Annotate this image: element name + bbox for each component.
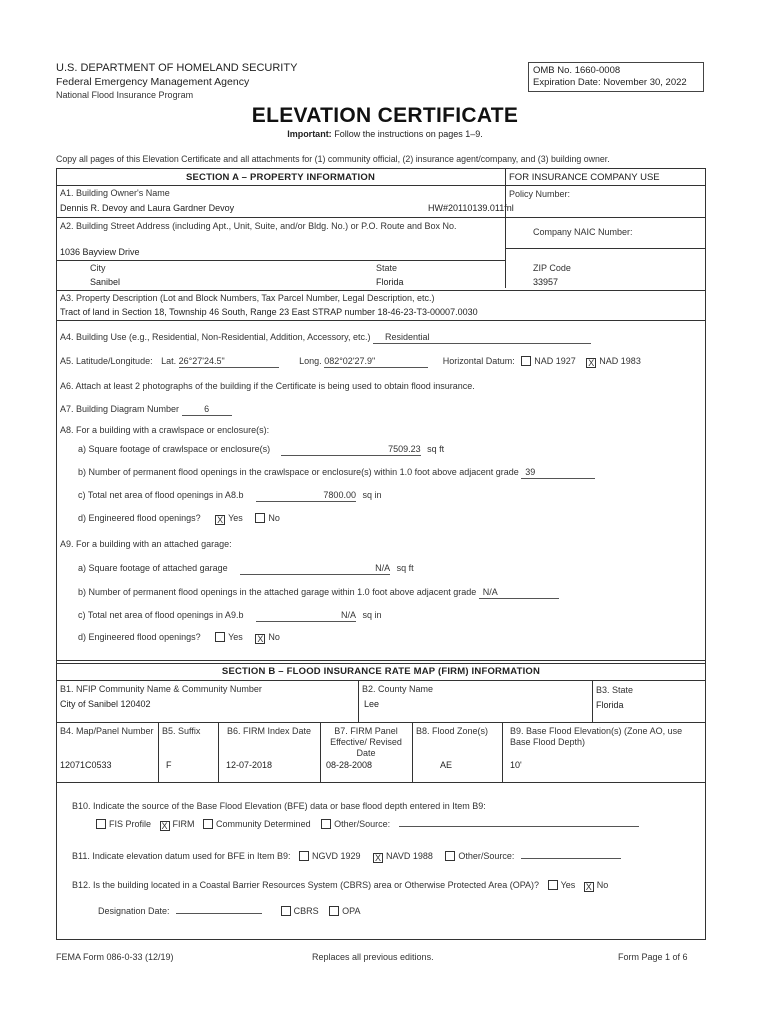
a9d-no-checkbox[interactable]: X <box>257 634 264 644</box>
b10-fis-checkbox[interactable] <box>96 819 106 829</box>
b8-flood-zone[interactable]: AE <box>440 760 453 770</box>
important-text: Follow the instructions on pages 1–9. <box>334 129 483 139</box>
a7-row <box>60 404 232 416</box>
a9c-unit: sq in <box>362 610 382 620</box>
a8c-unit: sq in <box>362 490 382 500</box>
zip-value[interactable]: 33957 <box>533 277 559 287</box>
a5-label: A5. Latitude/Longitude: <box>60 356 153 366</box>
b12-no-checkbox[interactable]: X <box>585 882 592 892</box>
a8b-label: b) Number of permanent flood openings in the crawlspace or enclosure(s) within 1.0 foot above adjacent grade <box>78 467 519 477</box>
b10-label: B10. Indicate the source of the Base Flood Elevation (BFE) data or base flood depth entered in Item B9: <box>72 801 486 811</box>
a8c-label: c) Total net area of flood openings in A8.b <box>78 490 244 500</box>
copy-note: Copy all pages of this Elevation Certificate and all attachments for (1) community official, (2) insurance agent/company, and (3) building owner. <box>56 154 610 164</box>
department-name: U.S. DEPARTMENT OF HOMELAND SECURITY <box>56 62 298 74</box>
section-b-heading: SECTION B – FLOOD INSURANCE RATE MAP (FIRM) INFORMATION <box>221 666 541 677</box>
a9d-yes-checkbox[interactable] <box>215 632 225 642</box>
a5-nad1927-label: NAD 1927 <box>534 356 576 366</box>
a8c-row <box>78 490 382 502</box>
a7-diagram-number[interactable]: 6 <box>182 404 232 416</box>
a9-label: A9. For a building with an attached garage: <box>60 539 232 549</box>
a8-label: A8. For a building with a crawlspace or enclosure(s): <box>60 425 270 435</box>
a9a-label: a) Square footage of attached garage <box>78 563 228 573</box>
a9d-label: d) Engineered flood openings? <box>78 632 201 642</box>
a8d-label: d) Engineered flood openings? <box>78 513 201 523</box>
a5-long-label: Long. <box>299 356 322 366</box>
a9a-unit: sq ft <box>396 563 414 573</box>
b12-cbrs-label: CBRS <box>293 906 319 916</box>
a7-label: A7. Building Diagram Number <box>60 404 180 414</box>
a9a-garage-sqft[interactable]: N/A <box>240 563 390 575</box>
b3-label: B3. State <box>596 685 634 695</box>
b11-navd-label: NAVD 1988 <box>386 851 433 861</box>
b10-other-checkbox[interactable] <box>321 819 331 829</box>
a8c-net-area[interactable]: 7800.00 <box>256 490 356 502</box>
a3-label: A3. Property Description (Lot and Block Numbers, Tax Parcel Number, Legal Description, etc.) <box>60 293 435 303</box>
a5-latitude[interactable]: 26°27'24.5" <box>179 356 279 368</box>
a8a-row <box>78 444 444 456</box>
b10-community-checkbox[interactable] <box>203 819 213 829</box>
b6-firm-index-date[interactable]: 12-07-2018 <box>226 760 273 770</box>
b9-base-flood-elevation[interactable]: 10' <box>510 760 522 770</box>
city-value[interactable]: Sanibel <box>90 277 121 287</box>
a5-datum-label: Horizontal Datum: <box>442 356 515 366</box>
program-name: National Flood Insurance Program <box>56 90 194 100</box>
a1-reference: HW#20110139.011fnl <box>428 203 514 213</box>
a9c-label: c) Total net area of flood openings in A9.b <box>78 610 244 620</box>
a8d-row <box>78 513 280 525</box>
b6-label: B6. FIRM Index Date <box>226 726 312 736</box>
agency-name: Federal Emergency Management Agency <box>56 76 250 88</box>
b12-label: B12. Is the building located in a Coastal Barrier Resources System (CBRS) area or Otherwise Protected Area (OPA)? <box>72 880 540 890</box>
b3-state[interactable]: Florida <box>596 700 624 710</box>
a8b-row <box>78 467 595 479</box>
a4-row <box>60 332 591 344</box>
b11-label: B11. Indicate elevation datum used for BFE in Item B9: <box>72 851 291 861</box>
b1-label: B1. NFIP Community Name & Community Number <box>60 684 262 694</box>
b7-label: B7. FIRM Panel Effective/ Revised Date <box>330 726 402 758</box>
b12-designation-row <box>98 904 360 917</box>
b10-other-source-input[interactable] <box>399 817 639 827</box>
a5-nad1983-label: NAD 1983 <box>599 356 641 366</box>
b2-label: B2. County Name <box>362 684 434 694</box>
zip-label: ZIP Code <box>533 263 571 273</box>
expiration-date: Expiration Date: November 30, 2022 <box>533 77 687 88</box>
a3-property-description[interactable]: Tract of land in Section 18, Township 46 South, Range 23 East STRAP number 18-46-23-T3-00007.0030 <box>60 307 478 317</box>
a9b-openings-count[interactable]: N/A <box>479 587 559 599</box>
a9d-no-label: No <box>268 632 280 642</box>
a1-label: A1. Building Owner's Name <box>60 188 170 198</box>
a9d-row <box>78 632 280 644</box>
a8a-crawlspace-sqft[interactable]: 7509.23 <box>281 444 421 456</box>
b4-label: B4. Map/Panel Number <box>60 726 154 736</box>
section-a-heading: SECTION A – PROPERTY INFORMATION <box>185 172 376 183</box>
policy-number-label: Policy Number: <box>509 189 571 199</box>
a8d-yes-label: Yes <box>228 513 243 523</box>
b12-yes-checkbox[interactable] <box>548 880 558 890</box>
omb-number: OMB No. 1660-0008 <box>533 65 621 76</box>
page-number: Form Page 1 of 6 <box>618 952 688 962</box>
omb-box <box>528 62 704 92</box>
a5-nad1983-checkbox[interactable]: X <box>588 358 595 368</box>
a5-lat-label: Lat. <box>161 356 177 366</box>
a5-nad1927-checkbox[interactable] <box>521 356 531 366</box>
b7-firm-panel-date[interactable]: 08-28-2008 <box>326 760 373 770</box>
city-label: City <box>90 263 106 273</box>
b12-yes-label: Yes <box>560 880 576 890</box>
b11-navd-checkbox[interactable]: X <box>375 853 382 863</box>
a9c-net-area[interactable]: N/A <box>256 610 356 622</box>
b11-ngvd-checkbox[interactable] <box>299 851 309 861</box>
b12-designation-date-input[interactable] <box>176 904 262 914</box>
b10-other-label: Other/Source: <box>334 819 391 829</box>
b5-label: B5. Suffix <box>162 726 201 736</box>
b11-other-source-input[interactable] <box>521 849 621 859</box>
a9a-row <box>78 563 414 575</box>
b10-firm-checkbox[interactable]: X <box>161 821 168 831</box>
form-title: ELEVATION CERTIFICATE <box>251 104 519 127</box>
replaces-note: Replaces all previous editions. <box>312 952 434 962</box>
a8d-yes-checkbox[interactable]: X <box>217 515 224 525</box>
a9b-label: b) Number of permanent flood openings in the attached garage within 1.0 foot above adjacent grade <box>78 587 477 597</box>
b12-row <box>72 880 608 892</box>
b12-cbrs-checkbox[interactable] <box>281 906 291 916</box>
b10-fis-label: FIS Profile <box>109 819 152 829</box>
b12-opa-label: OPA <box>342 906 361 916</box>
b5-suffix[interactable]: F <box>166 760 172 770</box>
naic-number-label: Company NAIC Number: <box>533 227 633 237</box>
a1-owner-name[interactable]: Dennis R. Devoy and Laura Gardner Devoy <box>60 203 235 213</box>
b12-no-label: No <box>596 880 609 890</box>
a5-row <box>60 356 641 368</box>
a8d-no-checkbox[interactable] <box>255 513 265 523</box>
a6-label: A6. Attach at least 2 photographs of the building if the Certificate is being used to obtain flood insurance. <box>60 381 475 391</box>
b8-label: B8. Flood Zone(s) <box>416 726 489 736</box>
a9d-yes-label: Yes <box>228 632 243 642</box>
b11-other-checkbox[interactable] <box>445 851 455 861</box>
a4-label: A4. Building Use (e.g., Residential, Non-Residential, Addition, Accessory, etc.) <box>60 332 371 342</box>
b10-community-label: Community Determined <box>216 819 311 829</box>
a9b-row <box>78 587 559 599</box>
b11-other-label: Other/Source: <box>458 851 515 861</box>
b9-label: B9. Base Flood Elevation(s) (Zone AO, use Base Flood Depth) <box>510 726 683 747</box>
a8a-label: a) Square footage of crawlspace or enclosure(s) <box>78 444 271 454</box>
a4-building-use[interactable]: Residential <box>373 332 591 344</box>
a9c-row <box>78 610 382 622</box>
b12-designation-label: Designation Date: <box>98 906 170 916</box>
b2-county[interactable]: Lee <box>364 699 380 709</box>
a5-longitude[interactable]: 082°02'27.9" <box>324 356 428 368</box>
a8d-no-label: No <box>268 513 280 523</box>
state-label: State <box>376 263 398 273</box>
b4-map-panel[interactable]: 12071C0533 <box>60 760 112 770</box>
a2-street-address[interactable]: 1036 Bayview Drive <box>60 247 140 257</box>
b10-options <box>96 817 639 831</box>
b1-community[interactable]: City of Sanibel 120402 <box>60 699 151 709</box>
b11-ngvd-label: NGVD 1929 <box>311 851 361 861</box>
a8a-unit: sq ft <box>427 444 445 454</box>
b12-opa-checkbox[interactable] <box>329 906 339 916</box>
b10-firm-label: FIRM <box>172 819 195 829</box>
important-note <box>0 129 770 139</box>
important-label: Important: <box>287 129 332 139</box>
a2-label: A2. Building Street Address (including Apt., Unit, Suite, and/or Bldg. No.) or P.O. Route and Box No. <box>60 221 457 231</box>
insurance-use-heading: FOR INSURANCE COMPANY USE <box>509 172 660 183</box>
b11-row <box>72 849 621 863</box>
form-number: FEMA Form 086-0-33 (12/19) <box>56 952 174 962</box>
a8b-openings-count[interactable]: 39 <box>521 467 595 479</box>
state-value[interactable]: Florida <box>376 277 404 287</box>
